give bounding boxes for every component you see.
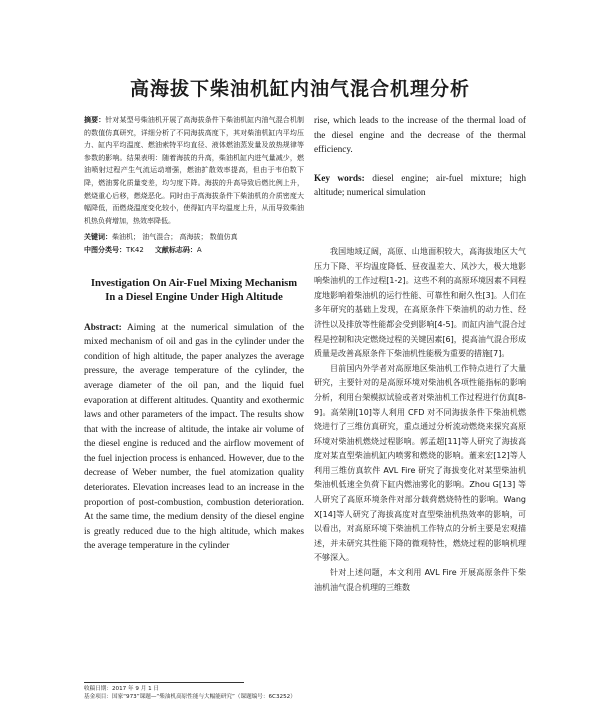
abstract-en-text: Aiming at the numerical simulation of the mixed mechanism of oil and gas in the cylinder under the condition of high altitude, the paper analyzes the average pressure, the average temperature of the cylinder, the average diameter of the oil pan, and the liquid fuel evaporation at different altitudes. Quantity and exothermic laws and other parameters of the impact. The results show that with the increase of altitude, the intake air volume of the diesel engine is reduced and the airflow movement of the fuel injection process is enhanced. However, due to the decrease of Weber number, the fuel atomization quality deteriorates. Elevation increases lead to an increase in the proportion of post-combustion, combustion deterioration. At the same time, the medium density of the diesel engine is greatly reduced due to the high altitude, which makes the average temperature in the cylinder (84, 322, 305, 552)
chinese-abstract (84, 114, 304, 227)
english-keywords (314, 172, 526, 201)
left-column (84, 114, 304, 554)
funding-note: 基金项目：国家“973”课题—“柴油机高原性能与大幅能研究”（课题编号：6C3252） (84, 694, 296, 701)
keywords-cn-label: 关键词： (84, 233, 112, 242)
body-paragraph-1: 我国地域辽阔，高原、山地面积较大，高海拔地区大气压力下降、平均温度降低、昼夜温差大、风沙大，极大地影响柴油机的工作过程[1-2]。这些不利的高原环境因素不同程度地影响着柴油机的运行性能、可靠性和耐久性[3]。人们在多年研究的基础上发现，在高原条件下柴油机的动力性、经济性以及排放等性能都会受到影响[4-5]。而缸内油气混合过程是控制和决定燃烧过程的关键因素[6]，提高油气混合形成质量是改善高原条件下柴油机性能极为重要的措施[7]。 (314, 246, 526, 359)
received-date: 收稿日期：2017 年 9 月 1 日 (84, 686, 159, 692)
keywords-en-text: diesel engine; air-fuel mixture; high altitude; numerical simulation (314, 173, 527, 199)
body-paragraph-3: 针对上述问题，本文利用 AVL Fire 开展高原条件下柴油机油气混合机理的三维数 (314, 568, 526, 592)
keywords-en-label: Key words: (314, 173, 365, 184)
page-footer (84, 682, 524, 701)
footnote-rule (84, 682, 244, 683)
body-paragraph-2: 目前国内外学者对高原地区柴油机工作特点进行了大量研究，主要针对的是高原环境对柴油机各项性能指标的影响分析，利用台架模拟试验或者对柴油机工作过程进行仿真[8-9]。高荣刚[10]等人利用 CFD 对不同海拔条件下柴油机燃烧进行了三维仿真研究，重点通过分析流动燃烧来探究高原环境对柴油机燃烧过程影响。郭孟超[11]等人研究了海拔高度对某直型柴油机缸内喷雾和燃烧的影响。董来宏[12]等人利用三维仿真软件 AVL Fire 研究了海拔变化对某型柴油机柴油机低速全负荷下缸内燃油雾化的影响。Zhou G[13] 等人研究了高原环境条件对部分载荷燃烧特性的影响。Wang X[14]等人研究了海拔高度对直型柴油机热效率的影响，可以看出，对高原环境下柴油机工作特点的分析主要是宏观描述，并未研究其性能下降的微观特性，燃烧过程的影响机理不够深入。 (314, 363, 526, 563)
chinese-keywords (84, 231, 304, 244)
clc-value: TK42 (126, 245, 144, 254)
keywords-cn-text: 柴油机； 油气混合； 高海拔； 数值仿真 (112, 233, 238, 242)
english-title: Investigation On Air-Fuel Mixing Mechanism In a Diesel Engine Under High Altitude (90, 277, 298, 303)
abstract-cn-text: 针对某型号柴油机开展了高海拔条件下柴油机缸内油气混合机制的数值仿真研究，详细分析了不同海拔高度下，其对柴油机缸内平均压力、缸内平均温度、燃油索特平均直径、液体燃油蒸发量及放热规律等参数的影响。结果表明：随着海拔的升高，柴油机缸内进气量减少，燃油喷射过程产生气流运动增强，燃油扩散效率提高，但由于韦伯数下降，燃油雾化质量变差，均匀度下降。海拔的升高导致后燃比例上升，燃烧重心后移，燃烧恶化。同时由于高海拔条件下柴油机的介质密度大幅降低，而燃烧温度变化较小，使得缸内平均温度上升，从而导致柴油机热负荷增加，热效率降低。 (84, 116, 305, 225)
section-gap (314, 201, 526, 245)
english-abstract-continued: rise, which leads to the increase of the thermal load of the diesel engine and the decrease of the thermal efficiency. (314, 116, 526, 156)
doc-code-value: A (196, 245, 202, 254)
english-abstract (84, 321, 304, 555)
right-column (314, 114, 526, 595)
classification-line (84, 244, 304, 257)
clc-label: 中图分类号： (84, 245, 126, 254)
paper-title: 高海拔下柴油机缸内油气混合机理分析 (129, 78, 470, 100)
abstract-en-label: Abstract: (84, 322, 122, 333)
doc-code-label: 文献标志码： (154, 245, 197, 254)
abstract-cn-label: 摘要： (84, 116, 106, 124)
